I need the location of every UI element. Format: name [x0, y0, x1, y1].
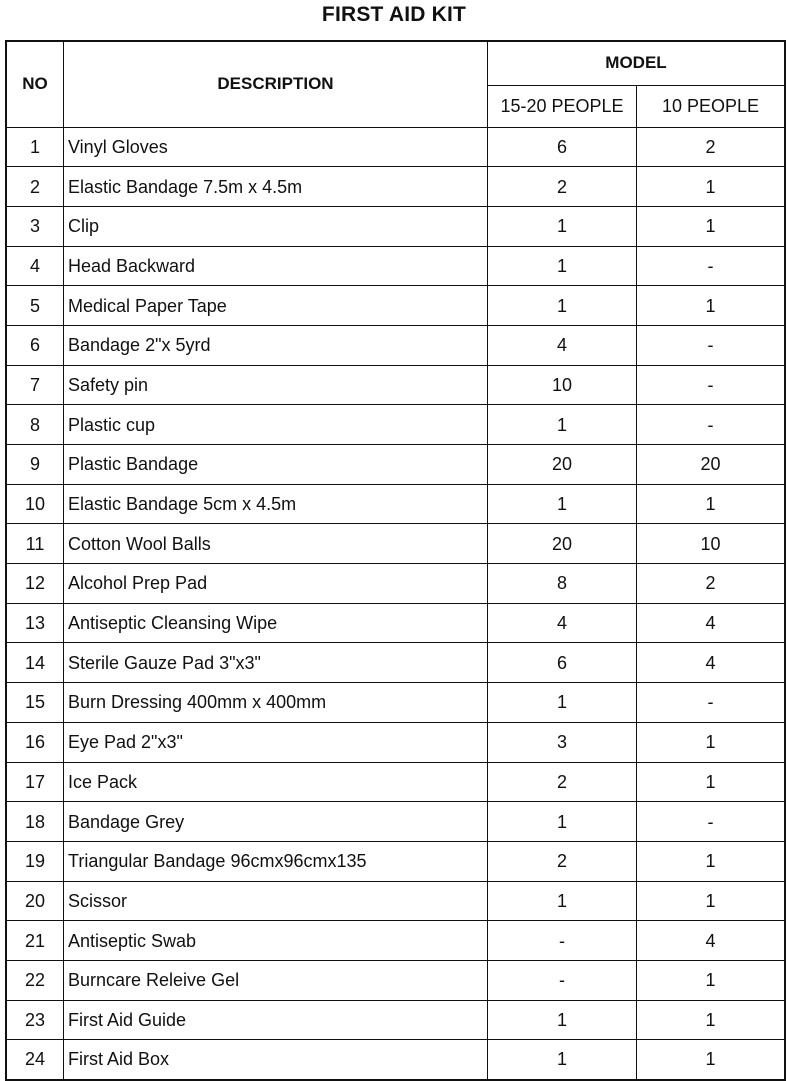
- cell-no: 11: [6, 524, 64, 564]
- cell-model-10-people: 1: [637, 960, 786, 1000]
- cell-model-15-20-people: 1: [488, 881, 637, 921]
- cell-no: 22: [6, 960, 64, 1000]
- table-row: [6, 167, 785, 207]
- cell-description: Antiseptic Swab: [64, 921, 488, 961]
- table-row: [6, 762, 785, 802]
- table-row: [6, 643, 785, 683]
- cell-model-15-20-people: 1: [488, 286, 637, 326]
- cell-no: 18: [6, 802, 64, 842]
- cell-model-10-people: -: [637, 802, 786, 842]
- cell-model-10-people: -: [637, 325, 786, 365]
- table-row: [6, 365, 785, 405]
- header-description: DESCRIPTION: [64, 41, 488, 127]
- table-row: [6, 206, 785, 246]
- page-title: FIRST AID KIT: [321, 3, 467, 26]
- header-model: MODEL: [488, 41, 786, 85]
- cell-no: 8: [6, 405, 64, 445]
- table-row: [6, 524, 785, 564]
- cell-model-15-20-people: 8: [488, 564, 637, 604]
- cell-description: Plastic cup: [64, 405, 488, 445]
- cell-model-15-20-people: 10: [488, 365, 637, 405]
- cell-no: 12: [6, 564, 64, 604]
- cell-model-10-people: 4: [637, 643, 786, 683]
- cell-description: Eye Pad 2"x3": [64, 722, 488, 762]
- cell-model-10-people: -: [637, 405, 786, 445]
- table-row: [6, 445, 785, 485]
- cell-model-15-20-people: 6: [488, 127, 637, 167]
- cell-model-10-people: 2: [637, 564, 786, 604]
- cell-model-10-people: -: [637, 683, 786, 723]
- table-row: [6, 603, 785, 643]
- table-row: [6, 564, 785, 604]
- cell-description: Elastic Bandage 7.5m x 4.5m: [64, 167, 488, 207]
- cell-description: Burncare Releive Gel: [64, 960, 488, 1000]
- cell-description: Alcohol Prep Pad: [64, 564, 488, 604]
- cell-description: Sterile Gauze Pad 3"x3": [64, 643, 488, 683]
- cell-description: Vinyl Gloves: [64, 127, 488, 167]
- cell-model-10-people: 1: [637, 881, 786, 921]
- cell-description: Clip: [64, 206, 488, 246]
- cell-model-15-20-people: 1: [488, 484, 637, 524]
- cell-model-15-20-people: 2: [488, 167, 637, 207]
- header-model-15-20-people: 15-20 PEOPLE: [488, 85, 637, 127]
- cell-model-10-people: 1: [637, 841, 786, 881]
- cell-model-10-people: 1: [637, 1040, 786, 1080]
- cell-model-10-people: 1: [637, 286, 786, 326]
- cell-model-15-20-people: 1: [488, 683, 637, 723]
- cell-no: 14: [6, 643, 64, 683]
- cell-no: 2: [6, 167, 64, 207]
- first-aid-kit-table: [5, 40, 786, 1081]
- cell-no: 20: [6, 881, 64, 921]
- table-row: [6, 127, 785, 167]
- cell-no: 5: [6, 286, 64, 326]
- cell-no: 21: [6, 921, 64, 961]
- cell-no: 23: [6, 1000, 64, 1040]
- cell-description: Antiseptic Cleansing Wipe: [64, 603, 488, 643]
- table-row: [6, 246, 785, 286]
- cell-no: 3: [6, 206, 64, 246]
- cell-model-15-20-people: 2: [488, 841, 637, 881]
- cell-model-15-20-people: -: [488, 960, 637, 1000]
- header-row: [6, 41, 785, 85]
- cell-model-10-people: -: [637, 246, 786, 286]
- cell-model-10-people: 10: [637, 524, 786, 564]
- table-row: [6, 286, 785, 326]
- cell-model-10-people: -: [637, 365, 786, 405]
- cell-description: Head Backward: [64, 246, 488, 286]
- cell-description: Elastic Bandage 5cm x 4.5m: [64, 484, 488, 524]
- table-row: [6, 802, 785, 842]
- cell-model-15-20-people: 1: [488, 246, 637, 286]
- cell-no: 6: [6, 325, 64, 365]
- table-row: [6, 1040, 785, 1080]
- cell-no: 24: [6, 1040, 64, 1080]
- cell-description: Triangular Bandage 96cmx96cmx135: [64, 841, 488, 881]
- cell-model-15-20-people: 2: [488, 762, 637, 802]
- table-row: [6, 325, 785, 365]
- cell-model-10-people: 1: [637, 167, 786, 207]
- cell-model-10-people: 1: [637, 484, 786, 524]
- cell-model-15-20-people: 4: [488, 325, 637, 365]
- table-row: [6, 921, 785, 961]
- table-row: [6, 722, 785, 762]
- cell-model-15-20-people: 1: [488, 206, 637, 246]
- cell-description: Cotton Wool Balls: [64, 524, 488, 564]
- cell-no: 10: [6, 484, 64, 524]
- cell-model-15-20-people: 1: [488, 405, 637, 445]
- cell-model-15-20-people: 1: [488, 802, 637, 842]
- cell-model-15-20-people: 20: [488, 524, 637, 564]
- cell-model-15-20-people: 1: [488, 1040, 637, 1080]
- table-row: [6, 960, 785, 1000]
- cell-no: 7: [6, 365, 64, 405]
- cell-model-10-people: 20: [637, 445, 786, 485]
- cell-description: Bandage 2"x 5yrd: [64, 325, 488, 365]
- cell-no: 16: [6, 722, 64, 762]
- cell-model-15-20-people: 20: [488, 445, 637, 485]
- table-body: [6, 127, 785, 1080]
- cell-description: Medical Paper Tape: [64, 286, 488, 326]
- cell-model-10-people: 1: [637, 1000, 786, 1040]
- cell-model-10-people: 1: [637, 722, 786, 762]
- cell-no: 19: [6, 841, 64, 881]
- cell-description: First Aid Box: [64, 1040, 488, 1080]
- cell-description: Burn Dressing 400mm x 400mm: [64, 683, 488, 723]
- cell-description: Scissor: [64, 881, 488, 921]
- cell-no: 1: [6, 127, 64, 167]
- cell-description: Safety pin: [64, 365, 488, 405]
- cell-model-10-people: 1: [637, 206, 786, 246]
- cell-model-10-people: 1: [637, 762, 786, 802]
- table-row: [6, 484, 785, 524]
- cell-description: First Aid Guide: [64, 1000, 488, 1040]
- cell-description: Bandage Grey: [64, 802, 488, 842]
- header-model-10-people: 10 PEOPLE: [637, 85, 786, 127]
- table-row: [6, 841, 785, 881]
- cell-model-10-people: 4: [637, 603, 786, 643]
- cell-model-15-20-people: 3: [488, 722, 637, 762]
- table-row: [6, 881, 785, 921]
- cell-model-15-20-people: 6: [488, 643, 637, 683]
- cell-no: 15: [6, 683, 64, 723]
- header-no: NO: [6, 41, 64, 127]
- table-row: [6, 1000, 785, 1040]
- cell-model-10-people: 2: [637, 127, 786, 167]
- cell-no: 9: [6, 445, 64, 485]
- cell-model-15-20-people: 4: [488, 603, 637, 643]
- cell-model-10-people: 4: [637, 921, 786, 961]
- cell-description: Ice Pack: [64, 762, 488, 802]
- table-row: [6, 683, 785, 723]
- cell-model-15-20-people: -: [488, 921, 637, 961]
- cell-description: Plastic Bandage: [64, 445, 488, 485]
- table-row: [6, 405, 785, 445]
- cell-model-15-20-people: 1: [488, 1000, 637, 1040]
- cell-no: 13: [6, 603, 64, 643]
- cell-no: 4: [6, 246, 64, 286]
- cell-no: 17: [6, 762, 64, 802]
